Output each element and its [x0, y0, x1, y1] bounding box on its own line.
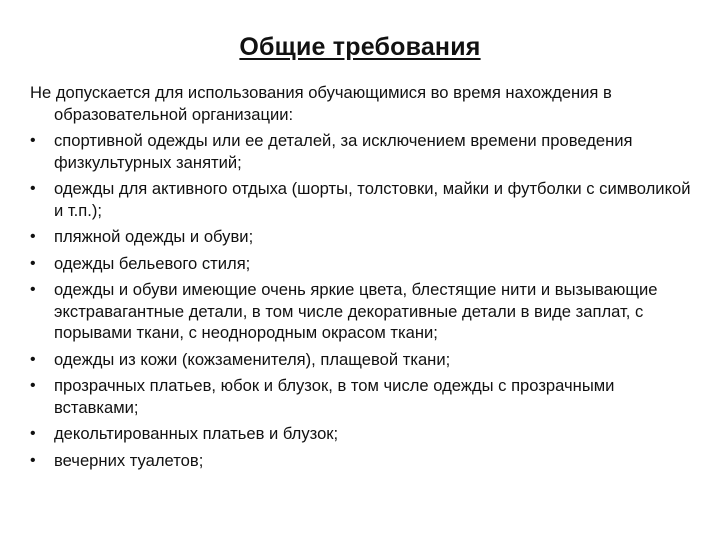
- bullet-icon: •: [30, 451, 36, 469]
- list-item-text: вечерних туалетов;: [54, 450, 204, 470]
- list-item: [30, 178, 692, 221]
- slide-title: Общие требования: [239, 33, 481, 61]
- intro-text: Не допускается для использования обучающимися во время нахождения в образовательной организации:: [30, 83, 612, 124]
- list-item: [30, 375, 692, 418]
- list-item-text: пляжной одежды и обуви;: [54, 227, 254, 246]
- list-item: [30, 423, 692, 445]
- list-item: [30, 253, 692, 275]
- slide-content: [30, 82, 692, 476]
- list-item-text: прозрачных платьев, юбок и блузок, в том числе одежды с прозрачными вставками;: [54, 376, 615, 417]
- list-item: [30, 130, 692, 173]
- list-item: [30, 349, 692, 371]
- bullet-icon: •: [30, 350, 36, 368]
- bullet-icon: •: [30, 425, 36, 442]
- bullet-icon: •: [30, 377, 36, 394]
- list-item: [30, 279, 692, 344]
- list-item-text: одежды для активного отдыха (шорты, толстовки, майки и футболки с символикой и т.п.);: [54, 179, 691, 220]
- list-item-text: одежды из кожи (кожзаменителя), плащевой ткани;: [54, 349, 451, 369]
- list-item-text: декольтированных платьев и блузок;: [54, 424, 339, 443]
- bullet-icon: •: [30, 254, 36, 272]
- list-item: [30, 226, 692, 248]
- bullet-icon: •: [30, 180, 36, 197]
- bullet-icon: •: [30, 228, 36, 245]
- bullet-icon: •: [30, 132, 36, 149]
- list-item-text: спортивной одежды или ее деталей, за исключением времени проведения физкультурных занятий;: [54, 131, 633, 172]
- list-item-text: одежды и обуви имеющие очень яркие цвета, блестящие нити и вызывающие экстравагантные детали, в том числе декоративные детали в виде заплат, с порывами ткани, с неоднородным окрасом ткани;: [54, 280, 658, 342]
- requirements-list: [30, 130, 692, 471]
- list-item: [30, 450, 692, 472]
- list-item-text: одежды бельевого стиля;: [54, 253, 251, 273]
- bullet-icon: •: [30, 281, 36, 298]
